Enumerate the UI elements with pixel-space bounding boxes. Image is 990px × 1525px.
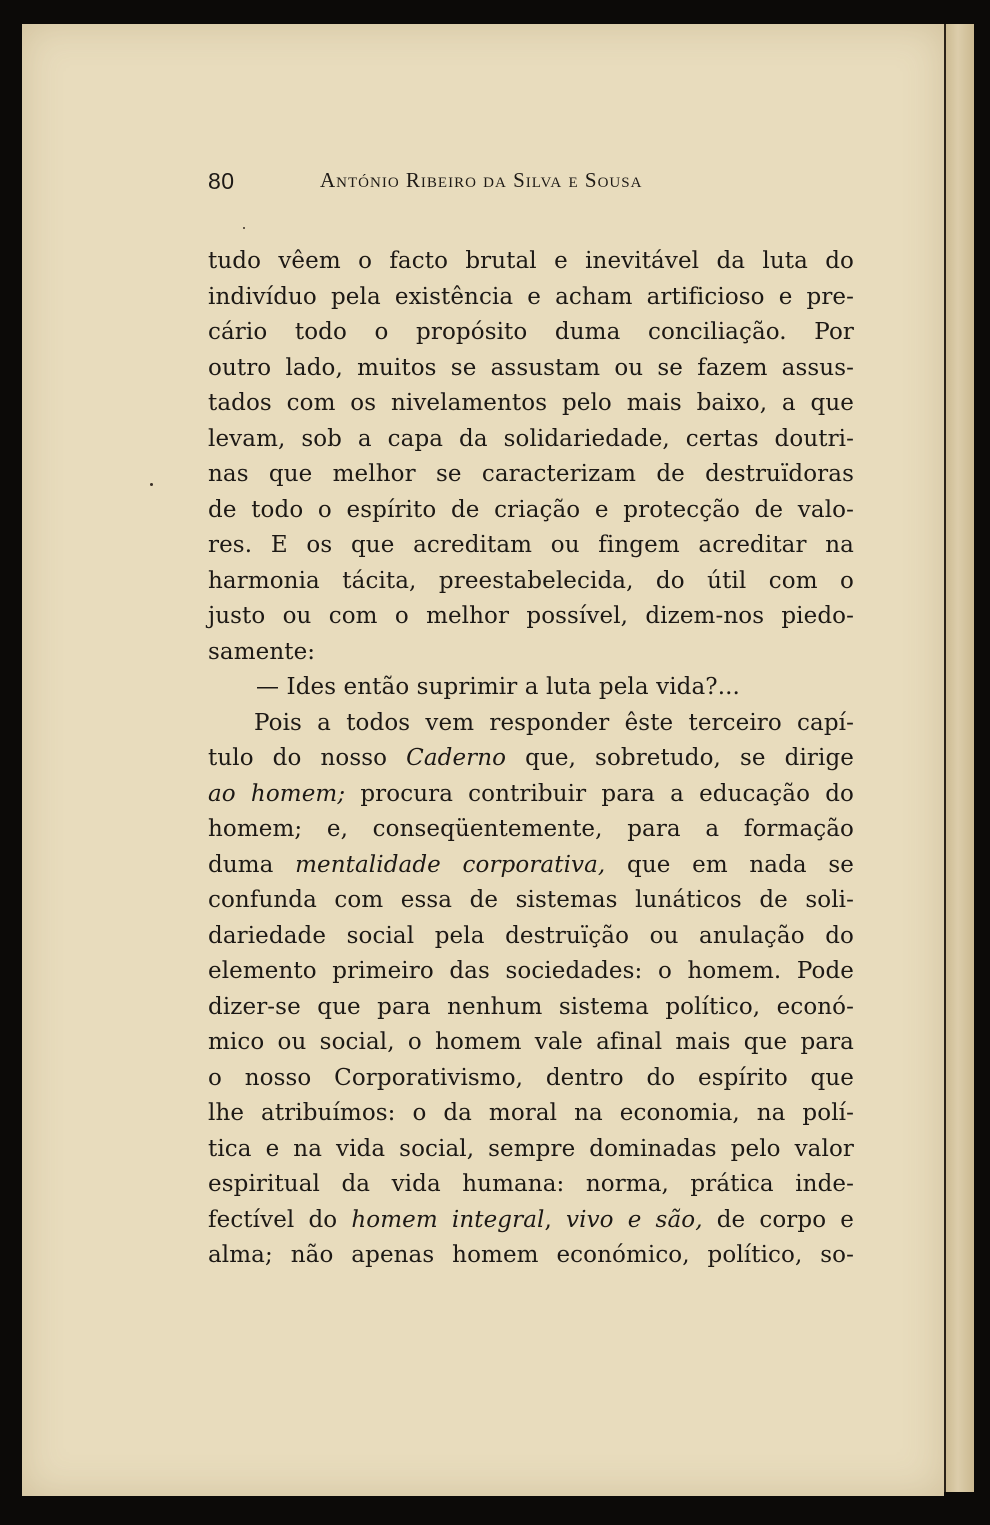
text-line: res. E os que acreditam ou fingem acreditar na bbox=[208, 532, 854, 558]
text-segment: de corpo e bbox=[702, 1206, 854, 1233]
text-line: homem; e, conseqüentemente, para a formação bbox=[208, 816, 854, 842]
text-line: tica e na vida social, sempre dominadas pelo valor bbox=[208, 1135, 854, 1162]
text-line bbox=[208, 1203, 854, 1239]
running-head: António Ribeiro da Silva e Sousa bbox=[320, 168, 643, 192]
text-segment: que em nada se bbox=[605, 851, 854, 878]
text-segment: procura contribuir para a educação do bbox=[345, 780, 854, 807]
text-line: de todo o espírito de criação e protecção de valo- bbox=[208, 496, 854, 523]
text-line: samente: bbox=[208, 638, 316, 665]
text-line: confunda com essa de sistemas lunáticos de soli- bbox=[208, 887, 854, 913]
text-segment: , bbox=[544, 1206, 567, 1233]
page-header bbox=[208, 168, 856, 202]
paragraph-first-line: Pois a todos vem responder êste terceiro capí- bbox=[254, 709, 854, 736]
text-line: harmonia tácita, preestabelecida, do útil com o bbox=[208, 567, 854, 594]
paper-speck bbox=[243, 227, 245, 229]
text-line: justo ou com o melhor possível, dizem-nos piedo- bbox=[208, 603, 854, 629]
text-line bbox=[208, 741, 854, 777]
italic-caderno: Caderno bbox=[406, 745, 507, 771]
paper-speck bbox=[150, 483, 153, 486]
text-segment: que, sobretudo, se dirige bbox=[506, 745, 854, 771]
text-segment: fectível do bbox=[208, 1206, 352, 1233]
page-number: 80 bbox=[208, 168, 235, 194]
italic-vivo-e-sao: vivo e são, bbox=[566, 1206, 703, 1233]
text-line bbox=[208, 848, 854, 884]
text-line: outro lado, muitos se assustam ou se fazem assus- bbox=[208, 354, 854, 381]
text-line bbox=[208, 777, 854, 813]
text-line: mico ou social, o homem vale afinal mais que para bbox=[208, 1029, 854, 1055]
text-line: dizer-se que para nenhum sistema político, econó- bbox=[208, 993, 854, 1020]
next-page-edge bbox=[944, 24, 976, 1492]
text-line: indivíduo pela existência e acham artificioso e pre- bbox=[208, 283, 854, 310]
text-line: dariedade social pela destruïção ou anulação do bbox=[208, 922, 854, 949]
text-line: levam, sob a capa da solidariedade, certas doutri- bbox=[208, 425, 854, 452]
text-segment: duma bbox=[208, 851, 296, 878]
italic-mentalidade: mentalidade corporativa, bbox=[295, 851, 606, 878]
text-line: lhe atribuímos: o da moral na economia, na polí- bbox=[208, 1100, 854, 1126]
text-line: o nosso Corporativismo, dentro do espírito que bbox=[208, 1064, 854, 1091]
text-line: tados com os nivelamentos pelo mais baixo, a que bbox=[208, 390, 854, 416]
text-line: espiritual da vida humana: norma, prática inde- bbox=[208, 1171, 854, 1197]
body-text bbox=[208, 244, 854, 1274]
text-line: elemento primeiro das sociedades: o homem. Pode bbox=[208, 958, 854, 984]
italic-homem-integral: homem integral bbox=[351, 1206, 545, 1233]
scan-border-right bbox=[974, 0, 990, 1525]
text-line: nas que melhor se caracterizam de destruïdoras bbox=[208, 461, 854, 487]
text-segment: tulo do nosso bbox=[208, 745, 407, 771]
italic-ao-homem: ao homem; bbox=[208, 780, 346, 807]
dialogue-line: — Ides então suprimir a luta pela vida?... bbox=[256, 674, 740, 700]
text-line: cário todo o propósito duma conciliação. Por bbox=[208, 319, 854, 345]
scan-border-bottom bbox=[0, 1496, 990, 1525]
text-line: alma; não apenas homem económico, político, so- bbox=[208, 1242, 854, 1268]
text-line: tudo vêem o facto brutal e inevitável da luta do bbox=[208, 248, 854, 274]
